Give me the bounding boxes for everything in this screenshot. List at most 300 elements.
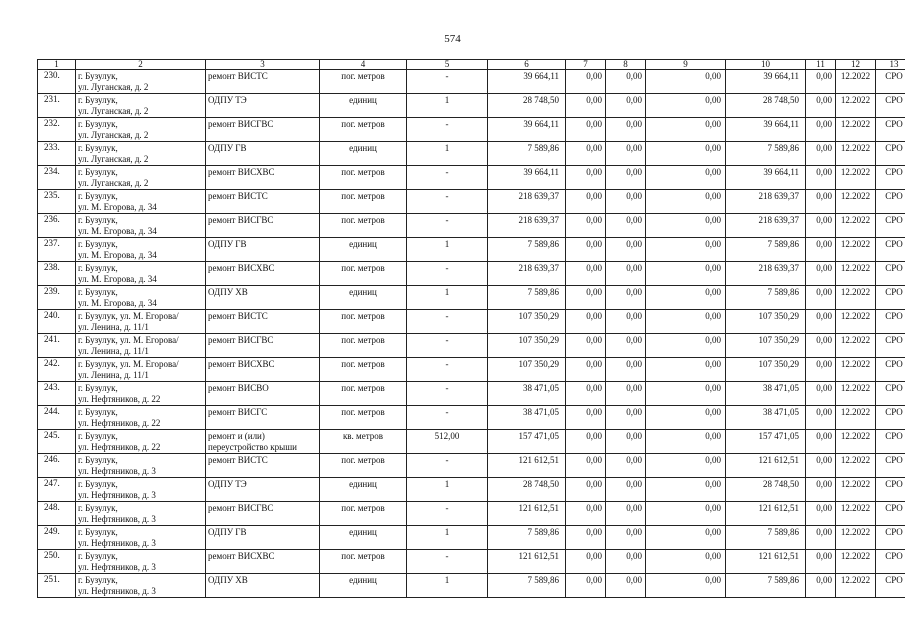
col10-cell: 28 748,50	[726, 478, 806, 502]
col9-cell: 0,00	[646, 262, 726, 286]
col9-cell: 0,00	[646, 406, 726, 430]
col7-cell: 0,00	[566, 526, 606, 550]
row-number: 240.	[38, 310, 76, 334]
total-cost-cell: 7 589,86	[488, 574, 566, 598]
col8-cell: 0,00	[606, 406, 646, 430]
unit-cell: пог. метров	[320, 334, 407, 358]
col10-cell: 39 664,11	[726, 166, 806, 190]
date-cell: 12.2022	[836, 142, 876, 166]
address-line-1: г. Бузулук,	[78, 95, 118, 105]
col7-cell: 0,00	[566, 142, 606, 166]
address-line-2: ул. М. Егорова, д. 34	[78, 274, 157, 284]
address-line-2: ул. Нефтяников, д. 22	[78, 418, 161, 428]
address-cell	[76, 334, 206, 358]
work-type-cell: ремонт ВИСХВС	[206, 358, 320, 382]
address-line-2: ул. Нефтяников, д. 3	[78, 514, 156, 524]
table-row	[38, 94, 905, 118]
address-cell	[76, 238, 206, 262]
date-cell: 12.2022	[836, 334, 876, 358]
col9-cell: 0,00	[646, 478, 726, 502]
col7-cell: 0,00	[566, 262, 606, 286]
row-number: 242.	[38, 358, 76, 382]
col9-cell: 0,00	[646, 454, 726, 478]
date-cell: 12.2022	[836, 118, 876, 142]
address-cell	[76, 94, 206, 118]
total-cost-cell: 157 471,05	[488, 430, 566, 454]
total-cost-cell: 107 350,29	[488, 310, 566, 334]
total-cost-cell: 7 589,86	[488, 238, 566, 262]
col9-cell: 0,00	[646, 94, 726, 118]
col11-cell: 0,00	[806, 478, 836, 502]
address-cell	[76, 550, 206, 574]
date-cell: 12.2022	[836, 574, 876, 598]
col9-cell: 0,00	[646, 118, 726, 142]
unit-cell: пог. метров	[320, 214, 407, 238]
row-number: 244.	[38, 406, 76, 430]
row-number: 235.	[38, 190, 76, 214]
quantity-cell: -	[407, 118, 488, 142]
quantity-cell: 1	[407, 478, 488, 502]
col11-cell: 0,00	[806, 310, 836, 334]
address-line-2: ул. Нефтяников, д. 3	[78, 586, 156, 596]
col8-cell: 0,00	[606, 214, 646, 238]
date-cell: 12.2022	[836, 526, 876, 550]
col7-cell: 0,00	[566, 238, 606, 262]
table-row	[38, 574, 905, 598]
date-cell: 12.2022	[836, 238, 876, 262]
quantity-cell: 1	[407, 286, 488, 310]
address-line-2: ул. Луганская, д. 2	[78, 178, 149, 188]
col9-cell: 0,00	[646, 286, 726, 310]
date-cell: 12.2022	[836, 502, 876, 526]
table-row	[38, 502, 905, 526]
unit-cell: кв. метров	[320, 430, 407, 454]
source-cell: СРО	[876, 262, 905, 286]
address-line-2: ул. М. Егорова, д. 34	[78, 250, 157, 260]
total-cost-cell: 39 664,11	[488, 70, 566, 94]
quantity-cell: 1	[407, 238, 488, 262]
quantity-cell: -	[407, 454, 488, 478]
work-type-cell: ремонт ВИСГВС	[206, 334, 320, 358]
address-cell	[76, 526, 206, 550]
quantity-cell: -	[407, 166, 488, 190]
table-row	[38, 382, 905, 406]
address-cell	[76, 118, 206, 142]
column-header-5: 5	[407, 60, 488, 70]
row-number: 234.	[38, 166, 76, 190]
col7-cell: 0,00	[566, 430, 606, 454]
col10-cell: 218 639,37	[726, 262, 806, 286]
col7-cell: 0,00	[566, 70, 606, 94]
work-type-cell: ремонт ВИСХВС	[206, 550, 320, 574]
col8-cell: 0,00	[606, 526, 646, 550]
col8-cell: 0,00	[606, 478, 646, 502]
source-cell: СРО	[876, 430, 905, 454]
address-line-1: г. Бузулук,	[78, 167, 118, 177]
address-line-1: г. Бузулук,	[78, 383, 118, 393]
date-cell: 12.2022	[836, 166, 876, 190]
row-number: 245.	[38, 430, 76, 454]
col9-cell: 0,00	[646, 574, 726, 598]
total-cost-cell: 107 350,29	[488, 358, 566, 382]
address-line-1: г. Бузулук,	[78, 479, 118, 489]
col9-cell: 0,00	[646, 334, 726, 358]
date-cell: 12.2022	[836, 550, 876, 574]
source-cell: СРО	[876, 70, 905, 94]
address-cell	[76, 262, 206, 286]
column-header-6: 6	[488, 60, 566, 70]
source-cell: СРО	[876, 334, 905, 358]
source-cell: СРО	[876, 118, 905, 142]
col10-cell: 107 350,29	[726, 358, 806, 382]
col8-cell: 0,00	[606, 334, 646, 358]
address-line-2: ул. Ленина, д. 11/1	[78, 322, 149, 332]
unit-cell: пог. метров	[320, 358, 407, 382]
total-cost-cell: 7 589,86	[488, 526, 566, 550]
quantity-cell: -	[407, 550, 488, 574]
address-cell	[76, 430, 206, 454]
table-row	[38, 142, 905, 166]
work-type-cell: ремонт ВИСТС	[206, 454, 320, 478]
address-cell	[76, 166, 206, 190]
quantity-cell: -	[407, 190, 488, 214]
total-cost-cell: 218 639,37	[488, 190, 566, 214]
col9-cell: 0,00	[646, 382, 726, 406]
col7-cell: 0,00	[566, 286, 606, 310]
col7-cell: 0,00	[566, 382, 606, 406]
quantity-cell: 512,00	[407, 430, 488, 454]
address-cell	[76, 574, 206, 598]
quantity-cell: 1	[407, 526, 488, 550]
address-line-1: г. Бузулук,	[78, 455, 118, 465]
table-row	[38, 430, 905, 454]
date-cell: 12.2022	[836, 190, 876, 214]
col9-cell: 0,00	[646, 550, 726, 574]
work-type-cell: ремонт ВИСГВС	[206, 502, 320, 526]
work-type-cell: ОДПУ ГВ	[206, 238, 320, 262]
row-number: 247.	[38, 478, 76, 502]
quantity-cell: -	[407, 214, 488, 238]
source-cell: СРО	[876, 502, 905, 526]
address-line-2: ул. Луганская, д. 2	[78, 154, 149, 164]
address-cell	[76, 478, 206, 502]
address-line-2: ул. М. Егорова, д. 34	[78, 298, 157, 308]
col10-cell: 38 471,05	[726, 382, 806, 406]
col10-cell: 7 589,86	[726, 238, 806, 262]
source-cell: СРО	[876, 574, 905, 598]
row-number: 236.	[38, 214, 76, 238]
col9-cell: 0,00	[646, 310, 726, 334]
work-type-cell: ремонт ВИСТС	[206, 190, 320, 214]
col10-cell: 28 748,50	[726, 94, 806, 118]
work-type-cell: ремонт ВИСХВС	[206, 262, 320, 286]
column-header-11: 11	[806, 60, 836, 70]
total-cost-cell: 121 612,51	[488, 550, 566, 574]
unit-cell: пог. метров	[320, 406, 407, 430]
col8-cell: 0,00	[606, 310, 646, 334]
total-cost-cell: 107 350,29	[488, 334, 566, 358]
table-row	[38, 406, 905, 430]
col11-cell: 0,00	[806, 430, 836, 454]
quantity-cell: -	[407, 406, 488, 430]
work-type-cell: ремонт ВИСГВС	[206, 214, 320, 238]
total-cost-cell: 121 612,51	[488, 502, 566, 526]
quantity-cell: -	[407, 382, 488, 406]
address-line-1: г. Бузулук,	[78, 407, 118, 417]
source-cell: СРО	[876, 310, 905, 334]
address-line-2: ул. М. Егорова, д. 34	[78, 226, 157, 236]
address-line-1: г. Бузулук,	[78, 431, 118, 441]
col11-cell: 0,00	[806, 118, 836, 142]
table-row	[38, 478, 905, 502]
unit-cell: пог. метров	[320, 190, 407, 214]
col10-cell: 7 589,86	[726, 142, 806, 166]
table-body	[38, 70, 905, 598]
address-line-2: ул. Нефтяников, д. 3	[78, 538, 156, 548]
work-type-cell: ОДПУ ТЭ	[206, 478, 320, 502]
col11-cell: 0,00	[806, 526, 836, 550]
total-cost-cell: 218 639,37	[488, 214, 566, 238]
address-line-2: ул. Нефтяников, д. 3	[78, 466, 156, 476]
unit-cell: пог. метров	[320, 382, 407, 406]
date-cell: 12.2022	[836, 262, 876, 286]
source-cell: СРО	[876, 214, 905, 238]
unit-cell: пог. метров	[320, 310, 407, 334]
address-cell	[76, 310, 206, 334]
address-line-1: г. Бузулук,	[78, 143, 118, 153]
column-header-10: 10	[726, 60, 806, 70]
col7-cell: 0,00	[566, 550, 606, 574]
column-header-13: 13	[876, 60, 905, 70]
column-header-4: 4	[320, 60, 407, 70]
col11-cell: 0,00	[806, 406, 836, 430]
date-cell: 12.2022	[836, 70, 876, 94]
table-row	[38, 238, 905, 262]
table-row	[38, 214, 905, 238]
quantity-cell: -	[407, 502, 488, 526]
total-cost-cell: 7 589,86	[488, 286, 566, 310]
col7-cell: 0,00	[566, 454, 606, 478]
col8-cell: 0,00	[606, 574, 646, 598]
source-cell: СРО	[876, 358, 905, 382]
source-cell: СРО	[876, 406, 905, 430]
work-type-cell: ОДПУ ТЭ	[206, 94, 320, 118]
work-type-cell: ремонт ВИСГС	[206, 406, 320, 430]
col11-cell: 0,00	[806, 382, 836, 406]
table-row	[38, 358, 905, 382]
col10-cell: 157 471,05	[726, 430, 806, 454]
work-type-cell: ремонт ВИСХВС	[206, 166, 320, 190]
address-line-1: г. Бузулук,	[78, 71, 118, 81]
column-header-3: 3	[206, 60, 320, 70]
source-cell: СРО	[876, 190, 905, 214]
total-cost-cell: 38 471,05	[488, 382, 566, 406]
col7-cell: 0,00	[566, 334, 606, 358]
source-cell: СРО	[876, 478, 905, 502]
col9-cell: 0,00	[646, 238, 726, 262]
column-header-8: 8	[606, 60, 646, 70]
table-row	[38, 286, 905, 310]
col10-cell: 39 664,11	[726, 70, 806, 94]
column-number-row	[38, 60, 905, 70]
total-cost-cell: 39 664,11	[488, 166, 566, 190]
col10-cell: 107 350,29	[726, 310, 806, 334]
unit-cell: единиц	[320, 574, 407, 598]
unit-cell: единиц	[320, 478, 407, 502]
quantity-cell: -	[407, 262, 488, 286]
work-type-cell: ремонт ВИСГВС	[206, 118, 320, 142]
col7-cell: 0,00	[566, 358, 606, 382]
address-cell	[76, 382, 206, 406]
row-number: 249.	[38, 526, 76, 550]
row-number: 232.	[38, 118, 76, 142]
address-line-1: г. Бузулук,	[78, 119, 118, 129]
col11-cell: 0,00	[806, 454, 836, 478]
address-line-1: г. Бузулук, ул. М. Егорова/	[78, 359, 179, 369]
total-cost-cell: 28 748,50	[488, 94, 566, 118]
col8-cell: 0,00	[606, 238, 646, 262]
work-type-cell: ремонт ВИСВО	[206, 382, 320, 406]
unit-cell: единиц	[320, 286, 407, 310]
col8-cell: 0,00	[606, 502, 646, 526]
col7-cell: 0,00	[566, 118, 606, 142]
col11-cell: 0,00	[806, 94, 836, 118]
source-cell: СРО	[876, 286, 905, 310]
col10-cell: 7 589,86	[726, 526, 806, 550]
col9-cell: 0,00	[646, 142, 726, 166]
table-row	[38, 454, 905, 478]
col9-cell: 0,00	[646, 502, 726, 526]
column-header-9: 9	[646, 60, 726, 70]
source-cell: СРО	[876, 142, 905, 166]
col9-cell: 0,00	[646, 526, 726, 550]
col11-cell: 0,00	[806, 214, 836, 238]
total-cost-cell: 39 664,11	[488, 118, 566, 142]
quantity-cell: -	[407, 310, 488, 334]
col8-cell: 0,00	[606, 142, 646, 166]
date-cell: 12.2022	[836, 214, 876, 238]
source-cell: СРО	[876, 550, 905, 574]
col10-cell: 121 612,51	[726, 502, 806, 526]
source-cell: СРО	[876, 94, 905, 118]
source-cell: СРО	[876, 526, 905, 550]
address-line-2: ул. Нефтяников, д. 3	[78, 490, 156, 500]
col7-cell: 0,00	[566, 574, 606, 598]
col11-cell: 0,00	[806, 286, 836, 310]
quantity-cell: -	[407, 70, 488, 94]
address-line-1: г. Бузулук,	[78, 191, 118, 201]
page-number: 574	[444, 33, 461, 45]
unit-cell: пог. метров	[320, 166, 407, 190]
unit-cell: пог. метров	[320, 70, 407, 94]
col10-cell: 7 589,86	[726, 286, 806, 310]
row-number: 243.	[38, 382, 76, 406]
col8-cell: 0,00	[606, 94, 646, 118]
work-type-cell: ОДПУ ГВ	[206, 142, 320, 166]
col8-cell: 0,00	[606, 70, 646, 94]
table-row	[38, 70, 905, 94]
col10-cell: 39 664,11	[726, 118, 806, 142]
col8-cell: 0,00	[606, 550, 646, 574]
address-cell	[76, 190, 206, 214]
col8-cell: 0,00	[606, 262, 646, 286]
unit-cell: пог. метров	[320, 262, 407, 286]
work-type-cell: ремонт ВИСТС	[206, 310, 320, 334]
col10-cell: 218 639,37	[726, 190, 806, 214]
address-line-1: г. Бузулук,	[78, 239, 118, 249]
col10-cell: 7 589,86	[726, 574, 806, 598]
date-cell: 12.2022	[836, 286, 876, 310]
table-row	[38, 190, 905, 214]
quantity-cell: 1	[407, 142, 488, 166]
address-line-2: ул. Нефтяников, д. 3	[78, 562, 156, 572]
unit-cell: единиц	[320, 238, 407, 262]
col7-cell: 0,00	[566, 478, 606, 502]
row-number: 250.	[38, 550, 76, 574]
col8-cell: 0,00	[606, 286, 646, 310]
date-cell: 12.2022	[836, 454, 876, 478]
address-line-1: г. Бузулук, ул. М. Егорова/	[78, 311, 179, 321]
total-cost-cell: 28 748,50	[488, 478, 566, 502]
col7-cell: 0,00	[566, 406, 606, 430]
col11-cell: 0,00	[806, 262, 836, 286]
work-type-cell: ОДПУ ХВ	[206, 574, 320, 598]
row-number: 239.	[38, 286, 76, 310]
row-number: 241.	[38, 334, 76, 358]
works-table	[37, 59, 905, 598]
unit-cell: единиц	[320, 526, 407, 550]
col11-cell: 0,00	[806, 190, 836, 214]
col11-cell: 0,00	[806, 550, 836, 574]
table-row	[38, 118, 905, 142]
col10-cell: 107 350,29	[726, 334, 806, 358]
quantity-cell: -	[407, 334, 488, 358]
unit-cell: пог. метров	[320, 454, 407, 478]
col8-cell: 0,00	[606, 358, 646, 382]
unit-cell: пог. метров	[320, 550, 407, 574]
unit-cell: пог. метров	[320, 502, 407, 526]
date-cell: 12.2022	[836, 478, 876, 502]
col8-cell: 0,00	[606, 382, 646, 406]
source-cell: СРО	[876, 238, 905, 262]
table-row	[38, 262, 905, 286]
source-cell: СРО	[876, 454, 905, 478]
col7-cell: 0,00	[566, 190, 606, 214]
row-number: 251.	[38, 574, 76, 598]
address-line-1: г. Бузулук,	[78, 575, 118, 585]
col9-cell: 0,00	[646, 430, 726, 454]
address-cell	[76, 286, 206, 310]
total-cost-cell: 121 612,51	[488, 454, 566, 478]
col10-cell: 218 639,37	[726, 214, 806, 238]
col11-cell: 0,00	[806, 574, 836, 598]
col7-cell: 0,00	[566, 94, 606, 118]
row-number: 246.	[38, 454, 76, 478]
address-cell	[76, 70, 206, 94]
table-row	[38, 526, 905, 550]
date-cell: 12.2022	[836, 94, 876, 118]
address-cell	[76, 214, 206, 238]
address-cell	[76, 142, 206, 166]
col7-cell: 0,00	[566, 310, 606, 334]
col8-cell: 0,00	[606, 166, 646, 190]
address-line-1: г. Бузулук,	[78, 287, 118, 297]
column-header-1: 1	[38, 60, 76, 70]
date-cell: 12.2022	[836, 430, 876, 454]
address-line-1: г. Бузулук,	[78, 503, 118, 513]
date-cell: 12.2022	[836, 358, 876, 382]
total-cost-cell: 7 589,86	[488, 142, 566, 166]
